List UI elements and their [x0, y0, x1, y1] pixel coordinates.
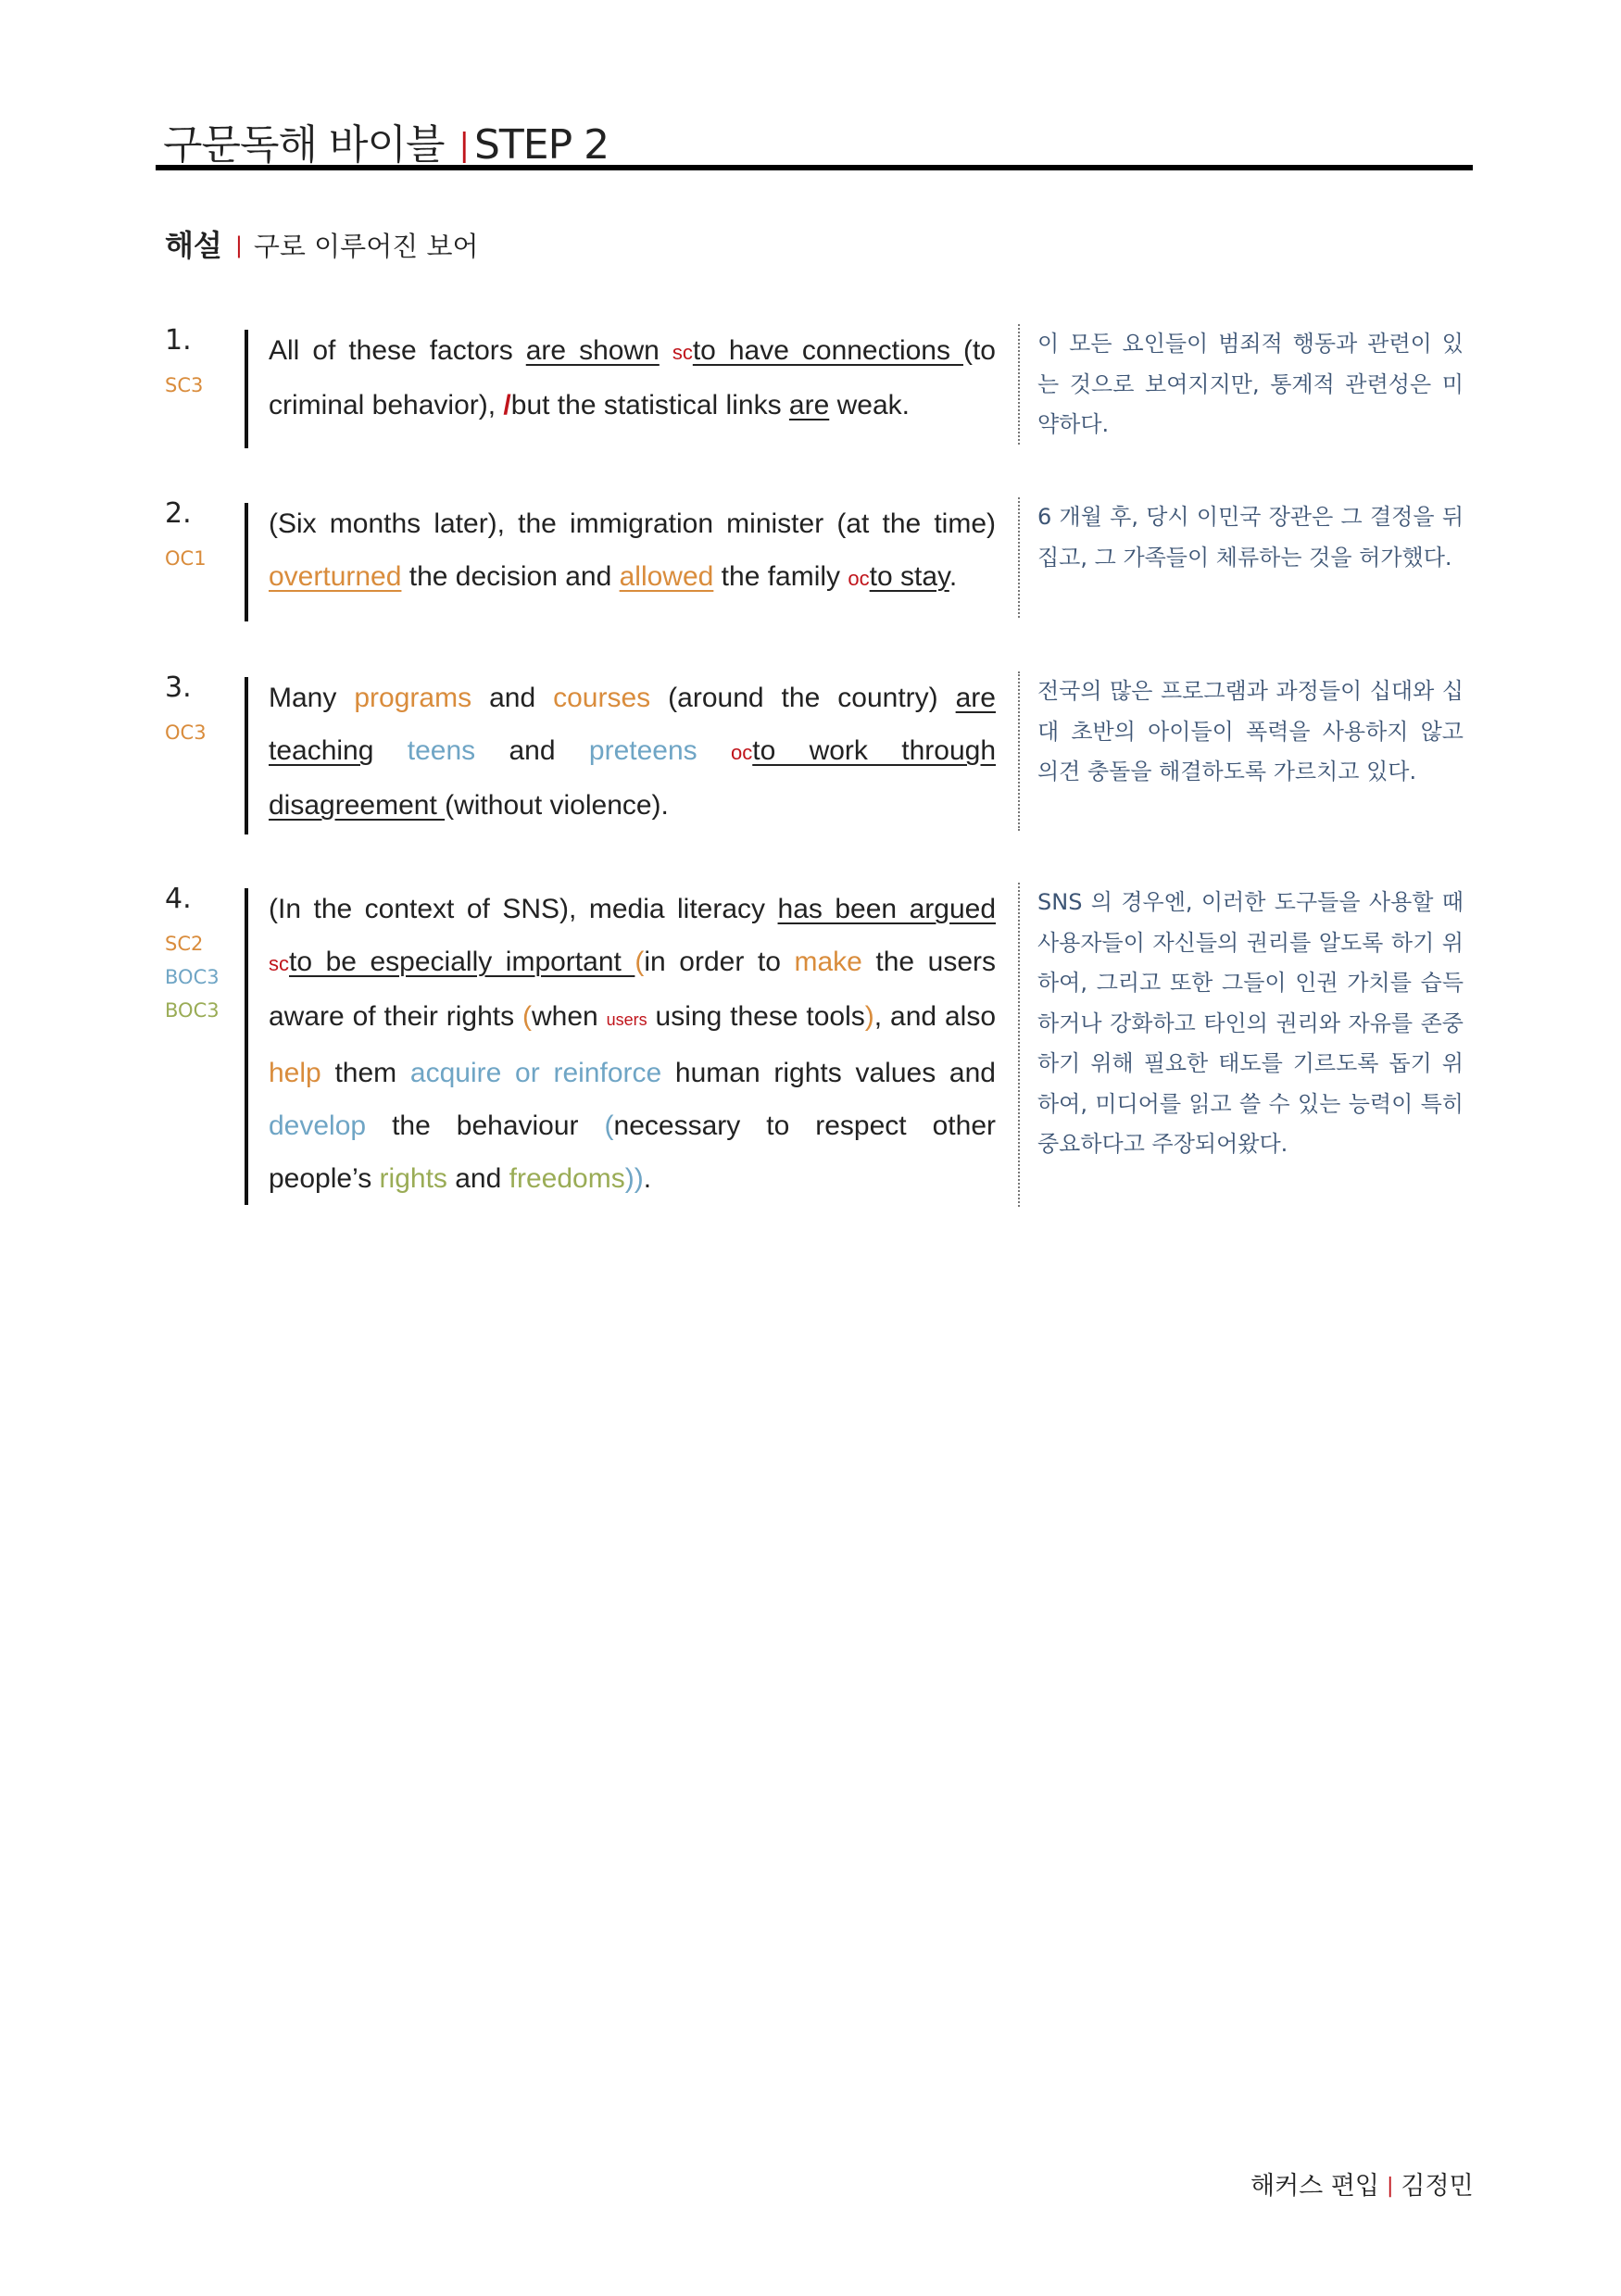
english-sentence — [269, 324, 996, 432]
text-fragment — [697, 735, 731, 766]
item-number: 3. — [165, 671, 192, 704]
verb-underlined: are — [788, 390, 830, 420]
text-fragment: (without violence). — [445, 790, 669, 821]
text-fragment: human rights values and — [661, 1058, 996, 1088]
complement-underlined: to be especially important — [289, 947, 635, 977]
page-header — [156, 111, 1473, 170]
sc-marker: sc — [672, 341, 693, 364]
code-label: SC2 — [165, 933, 204, 955]
item-codes — [165, 542, 207, 575]
verb-word: make — [794, 947, 862, 977]
dotted-divider — [1018, 883, 1020, 1207]
footer-publisher: 해커스 편입 — [1250, 2172, 1379, 2201]
section-title: 구로 이루어진 보어 — [253, 231, 479, 262]
code-label: BOC3 — [165, 966, 220, 988]
object-word: freedoms — [509, 1163, 625, 1194]
left-rule — [245, 888, 248, 1205]
text-fragment: the decision and — [401, 561, 620, 592]
text-fragment: them — [320, 1058, 410, 1088]
complement-underlined: to have connections — [692, 335, 963, 366]
item-codes — [165, 927, 220, 1027]
text-fragment: the family — [713, 561, 848, 592]
english-sentence — [269, 671, 996, 832]
header-divider: | — [459, 127, 469, 164]
text-fragment: . — [949, 561, 958, 592]
oc-marker: oc — [730, 741, 753, 764]
english-sentence — [269, 497, 996, 605]
verb-underlined: has been argued — [777, 894, 996, 924]
verb-word: develop — [269, 1110, 367, 1141]
paren: )) — [624, 1163, 644, 1194]
section-divider: | — [234, 232, 243, 258]
section-heading — [165, 222, 478, 265]
text-fragment: the behaviour — [366, 1110, 605, 1141]
subject-word: programs — [354, 683, 472, 713]
verb-word: acquire or reinforce — [409, 1058, 662, 1088]
verb-underlined: are teaching — [269, 683, 996, 766]
book-title: 구문독해 바이블 — [163, 121, 445, 169]
text-fragment: . — [643, 1163, 652, 1194]
verb-underlined: allowed — [619, 561, 714, 592]
sc-marker: sc — [269, 952, 289, 975]
oc-marker: oc — [848, 567, 870, 590]
korean-translation: 6 개월 후, 당시 이민국 장관은 그 결정을 뒤집고, 그 가족들이 체류하는 것을 허가했다. — [1037, 504, 1464, 571]
text-fragment: in order to — [644, 947, 795, 977]
page-footer — [1250, 2165, 1474, 2202]
header-title-row — [163, 111, 609, 170]
paren: ( — [604, 1110, 614, 1141]
item-codes — [165, 716, 207, 749]
text-fragment: and — [475, 735, 589, 766]
text-fragment: but the statistical links — [510, 390, 789, 420]
step-label: STEP 2 — [473, 121, 609, 169]
korean-translation: 전국의 많은 프로그램과 과정들이 십대와 십대 초반의 아이들이 폭력을 사용하지 않고 의견 충돌을 해결하도록 가르치고 있다. — [1037, 678, 1464, 784]
text-fragment: Many — [269, 683, 355, 713]
left-rule — [245, 503, 248, 621]
small-subject-word: users — [606, 1010, 647, 1029]
item-number: 4. — [165, 883, 192, 915]
code-label: BOC3 — [165, 999, 220, 1022]
item-number: 1. — [165, 324, 192, 357]
text-fragment: the users aware of their rights — [269, 947, 996, 1032]
item-number: 2. — [165, 497, 192, 530]
text-fragment: when — [532, 1001, 607, 1032]
object-word: rights — [379, 1163, 447, 1194]
verb-underlined: are shown — [525, 335, 660, 366]
text-fragment: using these tools — [647, 1001, 865, 1032]
text-fragment: (Six months later), the immigration minister (at the time) — [269, 508, 996, 539]
left-rule — [245, 330, 248, 448]
code-label: OC3 — [165, 721, 207, 744]
english-sentence — [269, 883, 996, 1205]
section-label: 해설 — [165, 228, 222, 263]
text-fragment: (In the context of SNS), media literacy — [269, 894, 778, 924]
verb-underlined: overturned — [269, 561, 402, 592]
paren: ) — [864, 1001, 874, 1032]
subject-word: courses — [553, 683, 651, 713]
footer-divider: | — [1387, 2175, 1394, 2198]
paren: ( — [522, 1001, 533, 1032]
footer-author: 김정민 — [1401, 2172, 1474, 2201]
text-fragment: necessary to respect other people’s — [269, 1110, 996, 1194]
paren: ( — [635, 947, 645, 977]
korean-translation: SNS 의 경우엔, 이러한 도구들을 사용할 때 사용자들이 자신들의 권리를 알도록 하기 위하여, 그리고 또한 그들이 인권 가치를 습득하거나 강화하고 타인의 권리와 자유를 존중하기 위해 필요한 태도를 기르도록 돕기 위하여, 미디어를 읽고 쓸 수 있는 능력이 특히 중요하다고 주장되어왔다. — [1037, 889, 1464, 1157]
text-fragment — [373, 735, 407, 766]
text-fragment: All of these factors — [269, 335, 513, 366]
object-word: teens — [407, 735, 476, 766]
korean-translation: 이 모든 요인들이 범죄적 행동과 관련이 있는 것으로 보여지지만, 통계적 관련성은 미약하다. — [1037, 331, 1464, 437]
left-rule — [245, 677, 248, 834]
dotted-divider — [1018, 324, 1020, 445]
text-fragment: (to criminal behavior), — [269, 335, 996, 420]
complement-underlined: to stay — [869, 561, 949, 592]
verb-word: help — [269, 1058, 321, 1088]
text-fragment: (around the country) — [650, 683, 956, 713]
item-codes — [165, 369, 203, 402]
text-fragment: and — [471, 683, 554, 713]
text-fragment: , and also — [873, 1001, 996, 1032]
object-word: preteens — [588, 735, 697, 766]
text-fragment: and — [446, 1163, 509, 1194]
complement-underlined: to work through disagreement — [269, 735, 997, 821]
text-fragment: weak. — [829, 390, 910, 420]
dotted-divider — [1018, 671, 1020, 831]
code-label: OC1 — [165, 547, 207, 570]
clause-slash: / — [503, 390, 511, 420]
code-label: SC3 — [165, 374, 204, 396]
dotted-divider — [1018, 497, 1020, 618]
